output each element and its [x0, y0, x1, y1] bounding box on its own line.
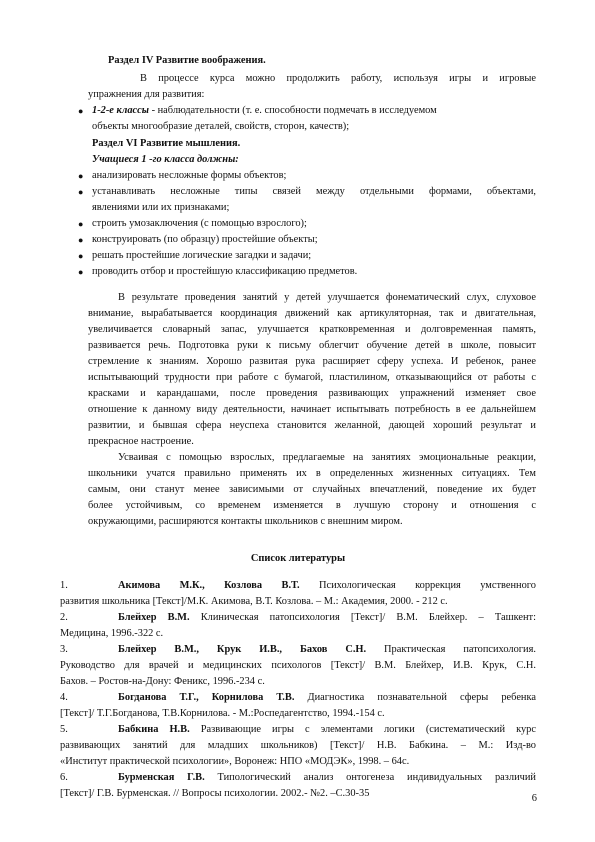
bullet-icon: ● — [78, 106, 84, 116]
bullet-icon: ● — [78, 267, 84, 277]
section6-item-5: решать простейшие логические загадки и задачи; — [92, 250, 312, 261]
section6-item-2-line1: устанавливать несложные типы связей между отдельными формами, объектами, — [92, 186, 536, 197]
reference-number: 2. — [60, 612, 68, 623]
bullet-icon: ● — [78, 171, 84, 181]
results-p1-line: увеличивается словарный запас, улучшается кратковременная и долговременная память, — [88, 324, 536, 335]
section6-item-6: проводить отбор и простейшую классификацию предметов. — [92, 266, 358, 277]
reference-authors: Блейхер В.М. — [118, 612, 190, 623]
reference-5-line1 — [118, 722, 536, 738]
reference-3-line1 — [118, 642, 536, 658]
section6-item-3: строить умозаключения (с помощью взрослого); — [92, 218, 307, 229]
results-p2-line: школьники учатся правильно применять их в определенных жизненных ситуациях. Тем — [88, 468, 536, 479]
section6-item-1: анализировать несложные формы объектов; — [92, 170, 287, 181]
section4-intro-line1: В процессе курса можно продолжить работу, используя игры и игровые — [140, 73, 536, 84]
results-p1-line: испытывающий трудности при работе с бумагой, пластилином, отказывающийся от работы с — [88, 372, 536, 383]
results-p1-line: развивается речь. Подготовка руки к письму облегчит обучение детей в школе, повысит — [88, 340, 536, 351]
reference-authors: Бабкина Н.В. — [118, 724, 190, 735]
results-p1-line: В результате проведения занятий у детей улучшается фонематический слух, слуховое — [118, 292, 536, 303]
page-number: 6 — [531, 793, 537, 804]
reference-4-line2: [Текст]/ Т.Г.Богданова, Т.В.Корнилова. - М.:Роспедагентство, 1994.-154 с. — [60, 708, 385, 719]
reference-1-line2: развития школьника [Текст]/М.К. Акимова, В.Т. Козлова. – М.: Академия, 2000. - 212 с. — [60, 596, 448, 607]
reference-3-line3: Бахов. – Ростов-на-Дону: Феникс, 1996.-234 с. — [60, 676, 265, 687]
bullet-icon: ● — [78, 235, 84, 245]
reference-6-line2: [Текст]/ Г.В. Бурменская. // Вопросы психологии. 2002.- №2. –С.30-35 — [60, 788, 370, 799]
results-p2-line: самым, они станут менее зависимыми от случайных впечатлений, поведение их будет — [88, 484, 536, 495]
reference-3-line2: Руководство для врачей и медицинских психологов [Текст]/ В.М. Блейхер, И.В. Крук, С.Н. — [60, 660, 536, 671]
reference-number: 1. — [60, 580, 68, 591]
grade-label: 1-2-е классы — [92, 105, 149, 116]
reference-text: Психологическая коррекция умственного — [299, 580, 536, 591]
section4-heading: Раздел IV Развитие воображения. — [108, 55, 266, 66]
results-p1-line: развитии, и бывшая сфера неуспеха становится желанной, дающей хороший результат и — [88, 420, 536, 431]
bullet-icon: ● — [78, 219, 84, 229]
reference-text: Развивающие игры с элементами логики (систематический курс — [189, 724, 536, 735]
results-p1-line: отношение к данному виду деятельности, начинает испытывать потребность в ее дальнейшем — [88, 404, 536, 415]
results-p1-line: красками и карандашами, после проведения развивающих упражнений изменяет свое — [88, 388, 536, 399]
results-p2-line: более устойчивым, со временем изменяется в лучшую сторону и отношения с — [88, 500, 536, 511]
reference-1-line1 — [118, 578, 536, 594]
reference-authors: Бурменская Г.В. — [118, 772, 205, 783]
results-p2-line: Усваивая с помощью взрослых, предлагаемые на занятиях эмоциональные реакции, — [118, 452, 536, 463]
results-p2-line: окружающими, расширяются контакты школьников с внешним миром. — [88, 516, 403, 527]
results-p1-line: прекрасное настроение. — [88, 436, 194, 447]
reference-5-line2: развивающих занятий для младших школьников) [Текст]/ Н.В. Бабкина. – М.: Изд-во — [60, 740, 536, 751]
reference-authors: Блейхер В.М., Крук И.В., Бахов С.Н. — [118, 644, 367, 655]
bullet-icon: ● — [78, 251, 84, 261]
reference-2-line1 — [118, 610, 536, 626]
section6-heading: Раздел VI Развитие мышления. — [92, 138, 241, 149]
reference-number: 5. — [60, 724, 68, 735]
reference-text: Типологический анализ онтогенеза индивидуальных различий — [204, 772, 536, 783]
reference-number: 6. — [60, 772, 68, 783]
bullet1-text: - наблюдательности (т. е. способности подмечать в исследуемом — [148, 105, 437, 116]
section4-bullet1-line2: объекты многообразие деталей, свойств, сторон, качеств); — [92, 121, 350, 132]
reference-6-line1 — [118, 770, 536, 786]
reference-text: Клиническая патопсихология [Текст]/ В.М. Блейхер. – Ташкент: — [189, 612, 536, 623]
reference-text: Диагностика познавательной сферы ребенка — [294, 692, 536, 703]
reference-text: Практическая патопсихология. — [366, 644, 536, 655]
reference-number: 3. — [60, 644, 68, 655]
section6-subheading: Учащиеся 1 -го класса должны: — [92, 154, 239, 165]
section6-item-2-line2: явлениями или их признаками; — [92, 202, 230, 213]
results-p1-line: внимание, вырабатывается координация движений как артикуляторная, так и двигательная, — [88, 308, 536, 319]
reference-authors: Акимова М.К., Козлова В.Т. — [118, 580, 300, 591]
reference-5-line3: «Институт практической психологии», Воронеж: НПО «МОДЭК», 1998. – 64с. — [60, 756, 410, 767]
section4-intro-line2: упражнения для развития: — [88, 89, 205, 100]
reference-2-line2: Медицина, 1996.-322 с. — [60, 628, 164, 639]
reference-number: 4. — [60, 692, 68, 703]
bullet-icon: ● — [78, 187, 84, 197]
reference-authors: Богданова Т.Г., Корнилова Т.В. — [118, 692, 295, 703]
reference-4-line1 — [118, 690, 536, 706]
references-title: Список литературы — [250, 553, 346, 564]
section4-bullet1-line1 — [92, 103, 536, 119]
results-p1-line: стремление к знаниям. Хорошо развитая рука расширяет сферу успеха. И ребенок, ранее — [88, 356, 536, 367]
section6-item-4: конструировать (по образцу) простейшие объекты; — [92, 234, 318, 245]
